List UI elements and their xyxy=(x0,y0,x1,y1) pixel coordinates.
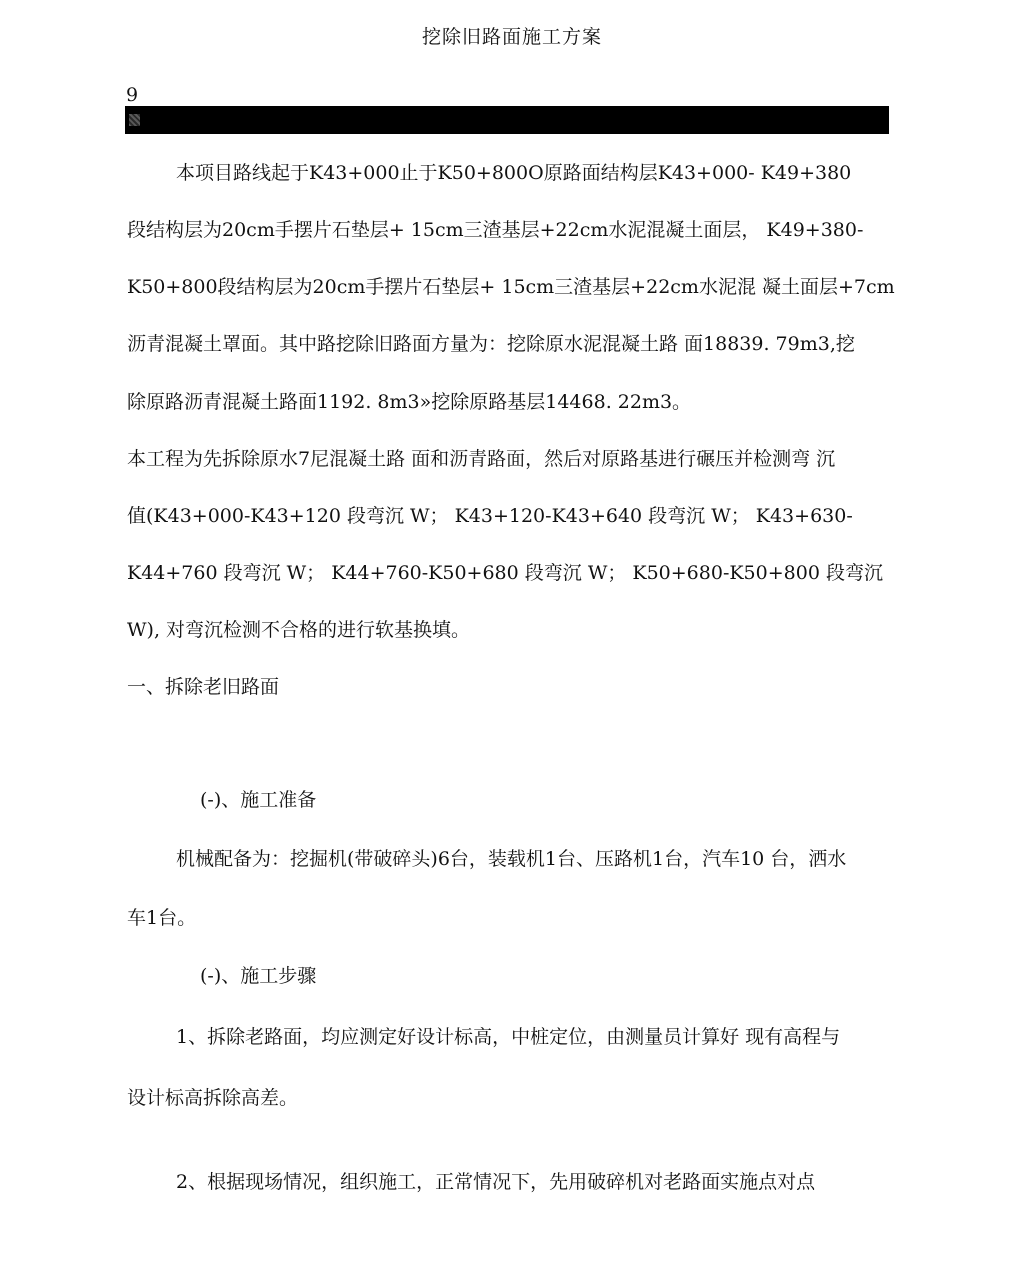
subsection-heading: (-)、施工步骤 xyxy=(200,965,317,987)
redaction-bar xyxy=(125,106,889,134)
paragraph-line: 机械配备为：挖掘机(带破碎头)6台，装载机1台、压路机1台，汽车10 台，洒水 xyxy=(176,848,847,870)
paragraph-line: W), 对弯沉检测不合格的进行软基换填。 xyxy=(127,619,471,641)
paragraph-line: 沥青混凝土罩面。其中路挖除旧路面方量为：挖除原水泥混凝土路 面18839. 79m3,挖 xyxy=(127,333,855,355)
paragraph-line: 除原路沥青混凝土路面1192. 8m3»挖除原路基层14468. 22m3。 xyxy=(127,391,692,413)
paragraph-line: 本工程为先拆除原水7尼混凝土路 面和沥青路面，然后对原路基进行碾压并检测弯 沉 xyxy=(127,448,836,470)
paragraph-line: K44+760 段弯沉 W； K44+760-K50+680 段弯沉 W； K50+680-K50+800 段弯沉 xyxy=(127,562,883,584)
paragraph-line: 1、拆除老路面，均应测定好设计标高，中桩定位，由测量员计算好 现有高程与 xyxy=(176,1026,841,1048)
paragraph-line: K50+800段结构层为20cm手摆片石垫层+ 15cm三渣基层+22cm水泥混 凝土面层+7cm xyxy=(127,276,895,298)
paragraph-line: 设计标高拆除高差。 xyxy=(127,1087,299,1109)
section-heading: 一、拆除老旧路面 xyxy=(127,676,280,698)
paragraph-line: 本项目路线起于K43+000止于K50+800O原路面结构层K43+000- K49+380 xyxy=(176,162,852,184)
paragraph-line: 段结构层为20cm手摆片石垫层+ 15cm三渣基层+22cm水泥混凝土面层， K49+380- xyxy=(127,219,864,241)
paragraph-line: 车1台。 xyxy=(127,907,197,929)
bar-marker-icon xyxy=(129,114,140,126)
paragraph-line: 值(K43+000-K43+120 段弯沉 W； K43+120-K43+640 段弯沉 W； K43+630- xyxy=(127,505,853,527)
subsection-heading: (-)、施工准备 xyxy=(200,789,317,811)
page-title: 挖除旧路面施工方案 xyxy=(421,26,602,48)
page-number: 9 xyxy=(126,84,139,106)
paragraph-line: 2、根据现场情况，组织施工，正常情况下，先用破碎机对老路面实施点对点 xyxy=(176,1171,816,1193)
